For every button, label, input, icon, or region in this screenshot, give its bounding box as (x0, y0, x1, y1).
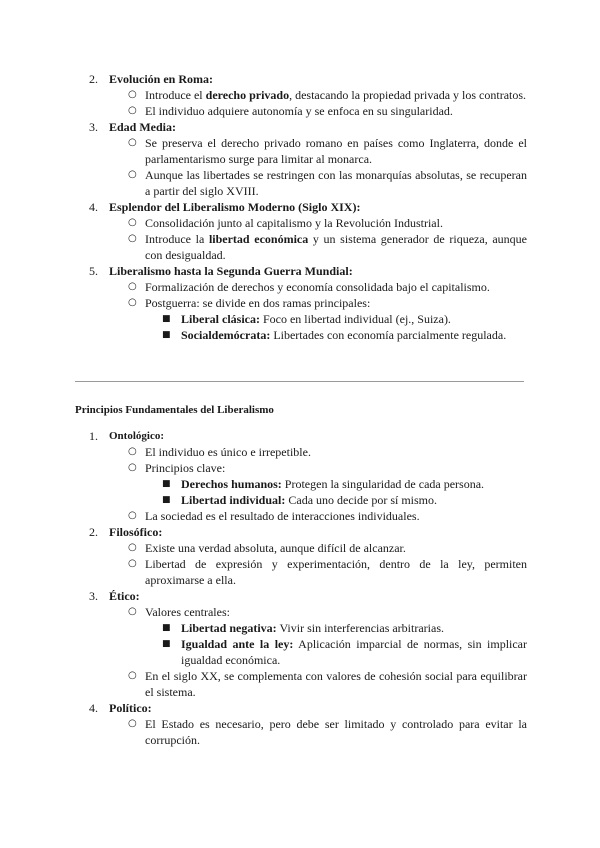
bullet-item: ○ Valores centrales: (128, 605, 230, 619)
item-number: 4. (89, 200, 98, 214)
horizontal-divider (75, 381, 524, 382)
bullet-item: ○ En el siglo XX, se complementa con valores de cohesión social para equilibrar el sistema. (128, 669, 527, 699)
item-number: 4. (89, 701, 98, 715)
square-bullet-icon: ■ (162, 495, 171, 505)
square-bullet-item: ■ Libertad negativa: Vivir sin interferencias arbitrarias. (162, 621, 444, 635)
square-bullet-item: ■ Libertad individual: Cada uno decide por sí mismo. (162, 493, 438, 507)
bullet-item: ○ Introduce el derecho privado, destacando la propiedad privada y los contratos. (128, 88, 527, 102)
square-bullet-icon: ■ (162, 623, 171, 633)
item-title: Liberalismo hasta la Segunda Guerra Mundial: (109, 264, 353, 278)
list-item (89, 71, 527, 87)
circle-bullet-icon: ○ (128, 105, 137, 116)
item-title: Político: (109, 701, 152, 715)
item-number: 3. (89, 589, 98, 603)
square-bullet-item: ■ Igualdad ante la ley: Aplicación imparcial de normas, sin implicar igualdad económica. (162, 637, 528, 667)
section-heading: Principios Fundamentales del Liberalismo (75, 404, 274, 416)
list-item (89, 700, 527, 716)
bullet-item: ○ La sociedad es el resultado de interacciones individuales. (128, 509, 420, 523)
bullet-item: ○ Libertad de expresión y experimentación, dentro de la ley, permiten aproximarse a ella. (128, 557, 527, 587)
item-title: Esplendor del Liberalismo Moderno (Siglo XIX): (109, 200, 361, 214)
item-number: 2. (89, 72, 98, 86)
square-bullet-item: ■ Derechos humanos: Protegen la singularidad de cada persona. (162, 477, 485, 491)
circle-bullet-icon: ○ (128, 670, 137, 681)
bullet-item: ○ Existe una verdad absoluta, aunque difícil de alcanzar. (128, 541, 406, 555)
square-bullet-item: ■ Socialdemócrata: Libertades con economía parcialmente regulada. (162, 328, 507, 342)
square-bullet-icon: ■ (162, 479, 171, 489)
bullet-item: ○ El individuo adquiere autonomía y se enfoca en su singularidad. (128, 104, 453, 118)
history-list (89, 71, 527, 343)
bullet-item: ○ Se preserva el derecho privado romano en países como Inglaterra, donde el parlamentarismo surge para limitar al monarca. (128, 136, 527, 166)
circle-bullet-icon: ○ (128, 718, 137, 729)
circle-bullet-icon: ○ (128, 462, 137, 473)
bullet-item: ○ Consolidación junto al capitalismo y la Revolución Industrial. (128, 216, 443, 230)
principles-list (89, 428, 527, 748)
item-title: Edad Media: (109, 120, 177, 134)
list-item (89, 588, 527, 604)
circle-bullet-icon: ○ (128, 89, 137, 100)
square-bullet-icon: ■ (162, 639, 171, 649)
square-bullet-item: ■ Liberal clásica: Foco en libertad individual (ej., Suiza). (162, 312, 451, 326)
bullet-item: ○ Aunque las libertades se restringen con las monarquías absolutas, se recuperan a partir del siglo XVIII. (128, 168, 527, 198)
circle-bullet-icon: ○ (128, 542, 137, 553)
circle-bullet-icon: ○ (128, 217, 137, 228)
circle-bullet-icon: ○ (128, 446, 137, 457)
list-item (89, 428, 527, 444)
circle-bullet-icon: ○ (128, 606, 137, 617)
list-item (89, 119, 527, 135)
bullet-item: ○ Formalización de derechos y economía consolidada bajo el capitalismo. (128, 280, 490, 294)
list-item (89, 524, 527, 540)
item-number: 1. (89, 429, 98, 443)
square-bullet-icon: ■ (162, 330, 171, 340)
square-bullet-icon: ■ (162, 314, 171, 324)
bullet-item: ○ Principios clave: (128, 461, 226, 475)
circle-bullet-icon: ○ (128, 281, 137, 292)
bullet-item: ○ Postguerra: se divide en dos ramas principales: (128, 296, 371, 310)
item-number: 2. (89, 525, 98, 539)
list-item (89, 199, 527, 215)
item-title: Ético: (109, 589, 140, 603)
item-title: Filosófico: (109, 525, 163, 539)
item-number: 3. (89, 120, 98, 134)
item-title: Ontológico: (109, 430, 164, 442)
circle-bullet-icon: ○ (128, 169, 137, 180)
circle-bullet-icon: ○ (128, 137, 137, 148)
bullet-item: ○ El individuo es único e irrepetible. (128, 445, 311, 459)
circle-bullet-icon: ○ (128, 297, 137, 308)
circle-bullet-icon: ○ (128, 510, 137, 521)
circle-bullet-icon: ○ (128, 558, 137, 569)
bullet-item: ○ El Estado es necesario, pero debe ser limitado y controlado para evitar la corrupción. (128, 717, 527, 747)
item-title: Evolución en Roma: (109, 72, 214, 86)
circle-bullet-icon: ○ (128, 233, 137, 244)
list-item (89, 263, 527, 279)
item-number: 5. (89, 264, 98, 278)
bullet-item: ○ Introduce la libertad económica y un sistema generador de riqueza, aunque con desigualdad. (128, 232, 527, 262)
